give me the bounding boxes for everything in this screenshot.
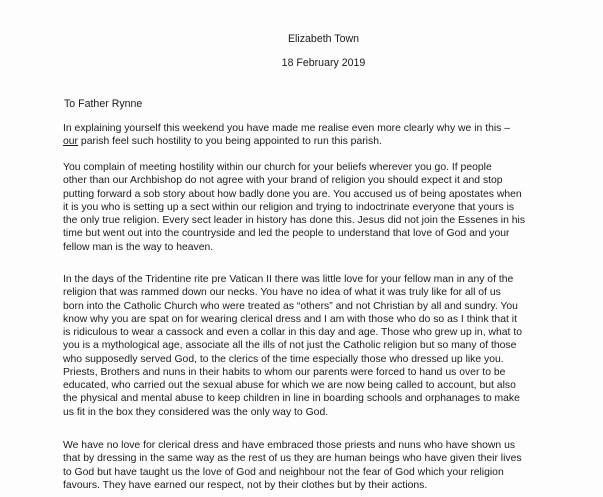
paragraph-line: the physical and mental abuse to keep children in line in boarding schools and orphanages to make [63, 393, 520, 405]
paragraph-line: that by dressing in the same way as the rest of us they are human beings who have given their lives [63, 453, 522, 465]
letter-place: Elizabeth Town [287, 33, 360, 45]
paragraph-line-text: parish feel such hostility to you being appointed to run this parish. [80, 136, 382, 148]
salutation: To Father Rynne [64, 98, 143, 110]
paragraph-line: born into the Catholic Church who were treated as “others” and not Christian by all and sundry. You [63, 300, 518, 312]
paragraph-line: favours. They have earned our respect, not by their clothes but by their actions. [63, 479, 428, 491]
paragraph-3 [63, 273, 593, 419]
paragraph-line: to God but have taught us the love of God and neighbour not the fear of God which your religion [63, 466, 504, 478]
paragraph-line: us fit in the box they considered was the only way to God. [63, 406, 329, 418]
paragraph-line: educated, who carried out the sexual abuse for which we are now being called to account, but also [63, 380, 516, 391]
paragraph-line: putting forward a sob story about how badly done you are. You accused us of being apostates when [63, 188, 522, 200]
paragraph-line: who supposedly served God, to the clerics of the time especially those who dressed up like you. [63, 353, 504, 365]
paragraph-line [63, 135, 593, 148]
paragraph-line: it is you who is setting up a sect within our religion and trying to indoctrinate everyone that yours is [63, 201, 515, 213]
paragraph-line: Priests, Brothers and nuns in their habits to whom our parents were forced to hand us over to be [63, 366, 506, 378]
paragraph-line: other than our Archbishop do not agree with your brand of religion you should expect it and stop [63, 175, 503, 187]
underlined-word: our [63, 136, 79, 148]
paragraph-line: In explaining yourself this weekend you have made me realise even more clearly why we in this – [63, 123, 511, 134]
paragraph-line: time but went out into the countryside and led the people to understand that love of God and your [63, 228, 510, 240]
paragraph-line: know why you are spat on for wearing clerical dress and I am with those who do so as I think that it [63, 313, 517, 325]
paragraph-line: We have no love for clerical dress and have embraced those priests and nuns who have shown us [63, 440, 516, 451]
paragraph-line: fellow man is the way to heaven. [63, 241, 214, 253]
paragraph-line: you is a mythological age, associate all the ills of not just the Catholic religion but so many of those [63, 340, 517, 352]
paragraph-line: is ridiculous to wear a cassock and even a collar in this day and age. Those who grew up in, what to [63, 327, 522, 338]
paragraph-4 [63, 439, 593, 492]
paragraph-line: In the days of the Tridentine rite pre Vatican II there was little love for your fellow man in any of the [63, 274, 514, 285]
letter-date: 18 February 2019 [281, 57, 366, 69]
paragraph-line: the only true religion. Every sect leader in history has done this. Jesus did not join the Essenes in his [63, 215, 526, 226]
paragraph-line: You complain of meeting hostility within our church for your beliefs wherever you go. If people [63, 162, 492, 173]
paragraph-1 [63, 122, 593, 149]
paragraph-line: religion that was rammed down our necks. You have no idea of what it was truly like for all of us [63, 287, 501, 299]
paragraph-2 [63, 161, 593, 254]
